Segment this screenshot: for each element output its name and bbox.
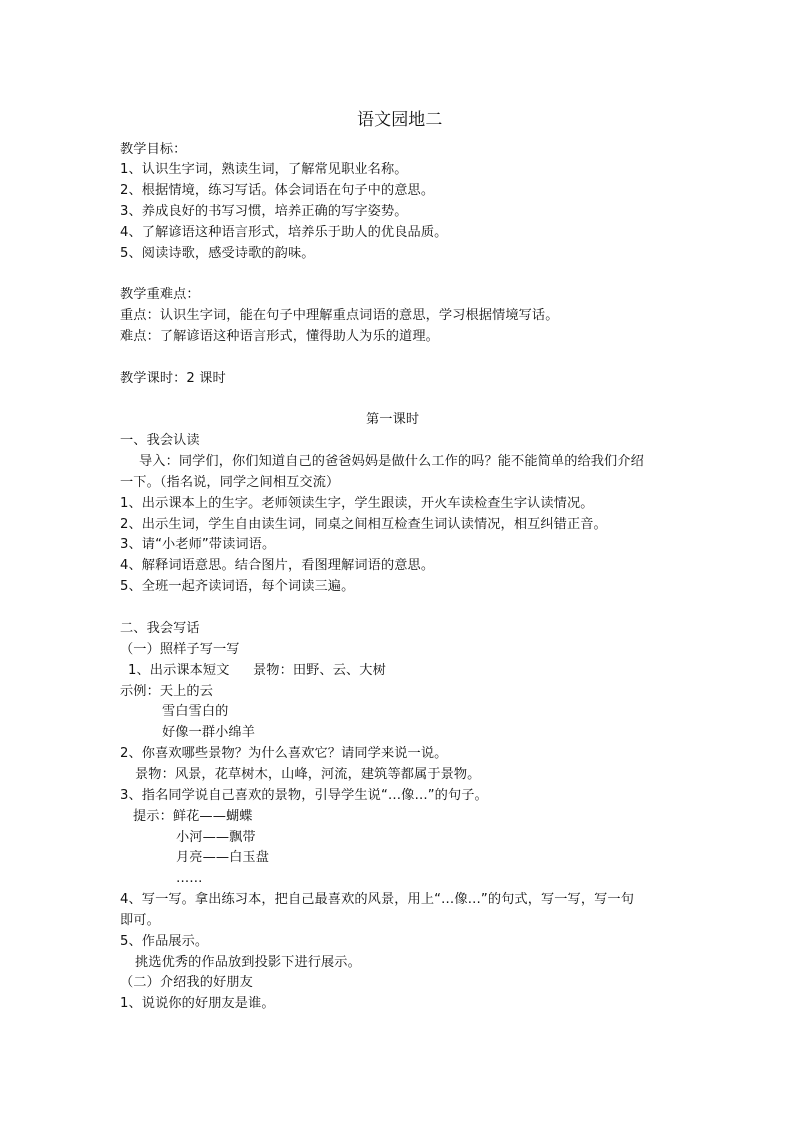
subsection-heading: （二）介绍我的好朋友 — [120, 975, 253, 990]
hint-text: 提示：鲜花——蝴蝶 — [133, 809, 253, 824]
lesson-hours: 教学课时：2 课时 — [120, 371, 226, 386]
step-item: 1、出示课本上的生字。老师领读生字，学生跟读，开火车读检查生字认读情况。 — [120, 496, 594, 511]
goals-heading: 教学目标： — [120, 142, 187, 157]
step-item: 即可。 — [120, 913, 160, 928]
scene-list: 景物：田野、云、大树 — [253, 663, 386, 678]
intro-text: 一下。（指名说，同学之间相互交流） — [120, 475, 340, 490]
step-item: 2、你喜欢哪些景物？为什么喜欢它？请同学来说一说。 — [120, 746, 448, 761]
step-item: 2、出示生词，学生自由读生词，同桌之间相互检查生词认读情况，相互纠错正音。 — [120, 517, 607, 532]
step-item: 1、说说你的好朋友是谁。 — [120, 996, 275, 1011]
example-text: 雪白雪白的 — [162, 704, 229, 719]
section-heading: 二、我会写话 — [120, 621, 200, 636]
step-item: 3、请“小老师”带读词语。 — [120, 537, 276, 552]
step-item: 4、解释词语意思。结合图片，看图理解词语的意思。 — [120, 558, 435, 573]
step-item: 5、全班一起齐读词语，每个词读三遍。 — [120, 579, 355, 594]
section-heading: 一、我会认读 — [120, 433, 200, 448]
example-text: 好像一群小绵羊 — [162, 725, 256, 740]
goal-item: 4、了解谚语这种语言形式，培养乐于助人的优良品质。 — [120, 225, 448, 240]
step-note: 挑选优秀的作品放到投影下进行展示。 — [135, 955, 361, 970]
hint-text: 月亮——白玉盘 — [176, 850, 270, 865]
step-item: 3、指名同学说自己喜欢的景物，引导学生说“…像…”的句子。 — [120, 788, 488, 803]
step-item: 1、出示课本短文 — [128, 663, 230, 678]
difficult-point: 难点：了解谚语这种语言形式，懂得助人为乐的道理。 — [120, 329, 439, 344]
intro-text: 导入：同学们，你们知道自己的爸爸妈妈是做什么工作的吗？能不能简单的给我们介绍 — [139, 454, 644, 469]
hint-text: …… — [176, 871, 203, 886]
key-point: 重点：认识生字词，能在句子中理解重点词语的意思，学习根据情境写话。 — [120, 308, 559, 323]
goal-item: 5、阅读诗歌，感受诗歌的韵味。 — [120, 246, 315, 261]
hint-text: 小河——飘带 — [176, 830, 256, 845]
document-title: 语文园地二 — [357, 110, 443, 130]
goal-item: 1、认识生字词，熟读生词，了解常见职业名称。 — [120, 162, 408, 177]
step-item: 4、写一写。拿出练习本，把自己最喜欢的风景，用上“…像…”的句式，写一写，写一句 — [120, 892, 634, 907]
lesson-title: 第一课时 — [366, 412, 420, 427]
step-item: 5、作品展示。 — [120, 934, 209, 949]
key-heading: 教学重难点： — [120, 287, 200, 302]
example-text: 示例：天上的云 — [120, 684, 214, 699]
subsection-heading: （一）照样子写一写 — [120, 642, 240, 657]
step-note: 景物：风景，花草树木，山峰，河流，建筑等都属于景物。 — [135, 767, 481, 782]
goal-item: 2、根据情境，练习写话。体会词语在句子中的意思。 — [120, 183, 435, 198]
goal-item: 3、养成良好的书写习惯，培养正确的写字姿势。 — [120, 204, 408, 219]
